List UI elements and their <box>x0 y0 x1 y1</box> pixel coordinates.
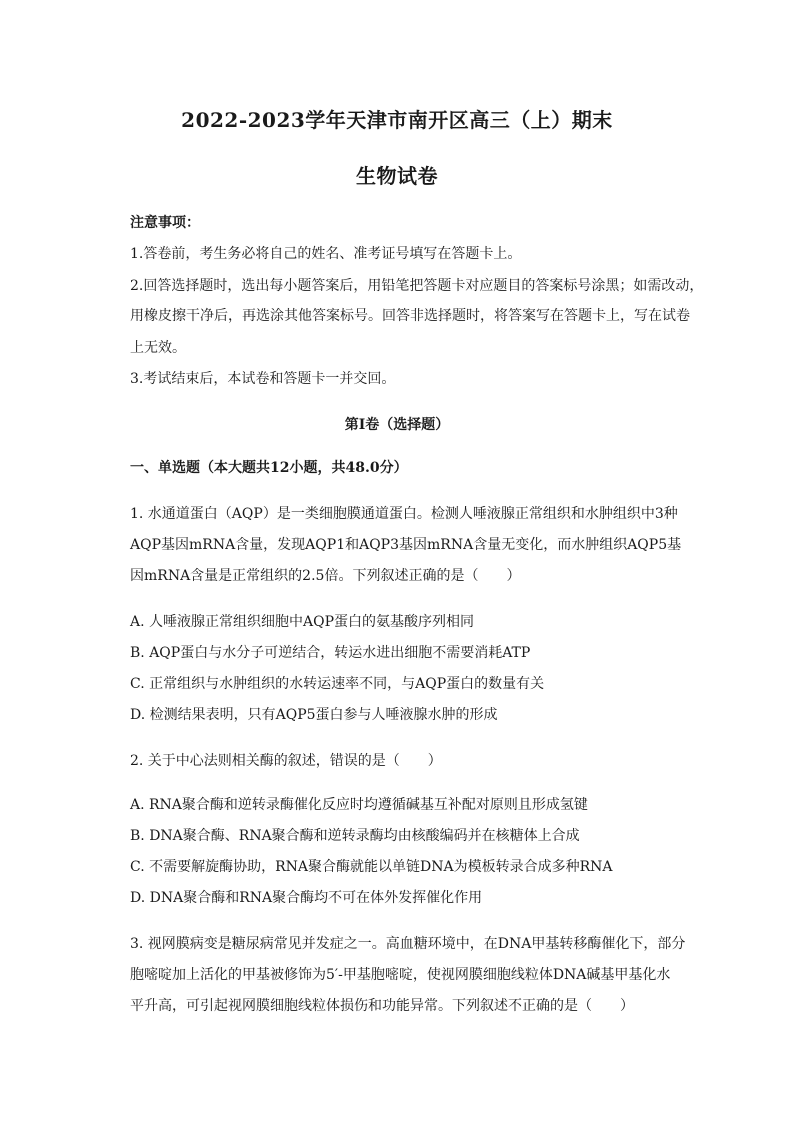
question-1-option-a: A. 人唾液腺正常组织细胞中AQP蛋白的氨基酸序列相同 <box>130 614 475 630</box>
notice-item: 2.回答选择题时，选出每小题答案后，用铅笔把答题卡对应题目的答案标号涂黑；如需改动， <box>130 278 704 294</box>
question-2-option-c: C. 不需要解旋酶协助，RNA聚合酶就能以单链DNA为模板转录合成多种RNA <box>130 859 613 875</box>
notice-heading: 注意事项： <box>130 215 200 231</box>
question-1-option-b: B. AQP蛋白与水分子可逆结合，转运水进出细胞不需要消耗ATP <box>130 645 531 661</box>
notice-item: 3.考试结束后，本试卷和答题卡一并交回。 <box>130 371 396 387</box>
question-2-option-a: A. RNA聚合酶和逆转录酶催化反应时均遵循碱基互补配对原则且形成氢键 <box>130 797 588 813</box>
question-3-stem: 平升高，可引起视网膜细胞线粒体损伤和功能异常。下列叙述不正确的是（ ） <box>130 998 634 1014</box>
question-3-stem: 3. 视网膜病变是糖尿病常见并发症之一。高血糖环境中，在DNA甲基转移酶催化下，部分 <box>130 936 686 952</box>
question-1-stem: 1. 水通道蛋白（AQP）是一类细胞膜通道蛋白。检测人唾液腺正常组织和水肿组织中3种 <box>130 506 678 522</box>
notice-item: 1.答卷前，考生务必将自己的姓名、准考证号填写在答题卡上。 <box>130 246 522 262</box>
question-2-option-d: D. DNA聚合酶和RNA聚合酶均不可在体外发挥催化作用 <box>130 890 483 906</box>
question-2-stem: 2. 关于中心法则相关酶的叙述，错误的是（ ） <box>130 753 442 769</box>
question-1-option-c: C. 正常组织与水肿组织的水转运速率不同，与AQP蛋白的数量有关 <box>130 676 545 692</box>
exam-subtitle: 生物试卷 <box>356 164 438 188</box>
section-heading: 一、单选题（本大题共12小题，共48.0分） <box>130 460 408 476</box>
notice-item: 用橡皮擦干净后，再选涂其他答案标号。回答非选择题时，将答案写在答题卡上，写在试卷 <box>130 308 690 324</box>
question-1-stem: AQP基因mRNA含量，发现AQP1和AQP3基因mRNA含量无变化，而水肿组织AQP5基 <box>130 537 682 553</box>
exam-title: 2022-2023学年天津市南开区高三（上）期末 <box>181 108 613 132</box>
part-title: 第Ⅰ卷（选择题） <box>344 417 450 433</box>
question-3-stem: 胞嘧啶加上活化的甲基被修饰为5′-甲基胞嘧啶，使视网膜细胞线粒体DNA碱基甲基化水 <box>130 967 671 983</box>
question-1-option-d: D. 检测结果表明，只有AQP5蛋白参与人唾液腺水肿的形成 <box>130 707 498 723</box>
question-2-option-b: B. DNA聚合酶、RNA聚合酶和逆转录酶均由核酸编码并在核糖体上合成 <box>130 828 580 844</box>
notice-item: 上无效。 <box>130 340 186 356</box>
question-1-stem: 因mRNA含量是正常组织的2.5倍。下列叙述正确的是（ ） <box>130 568 521 584</box>
